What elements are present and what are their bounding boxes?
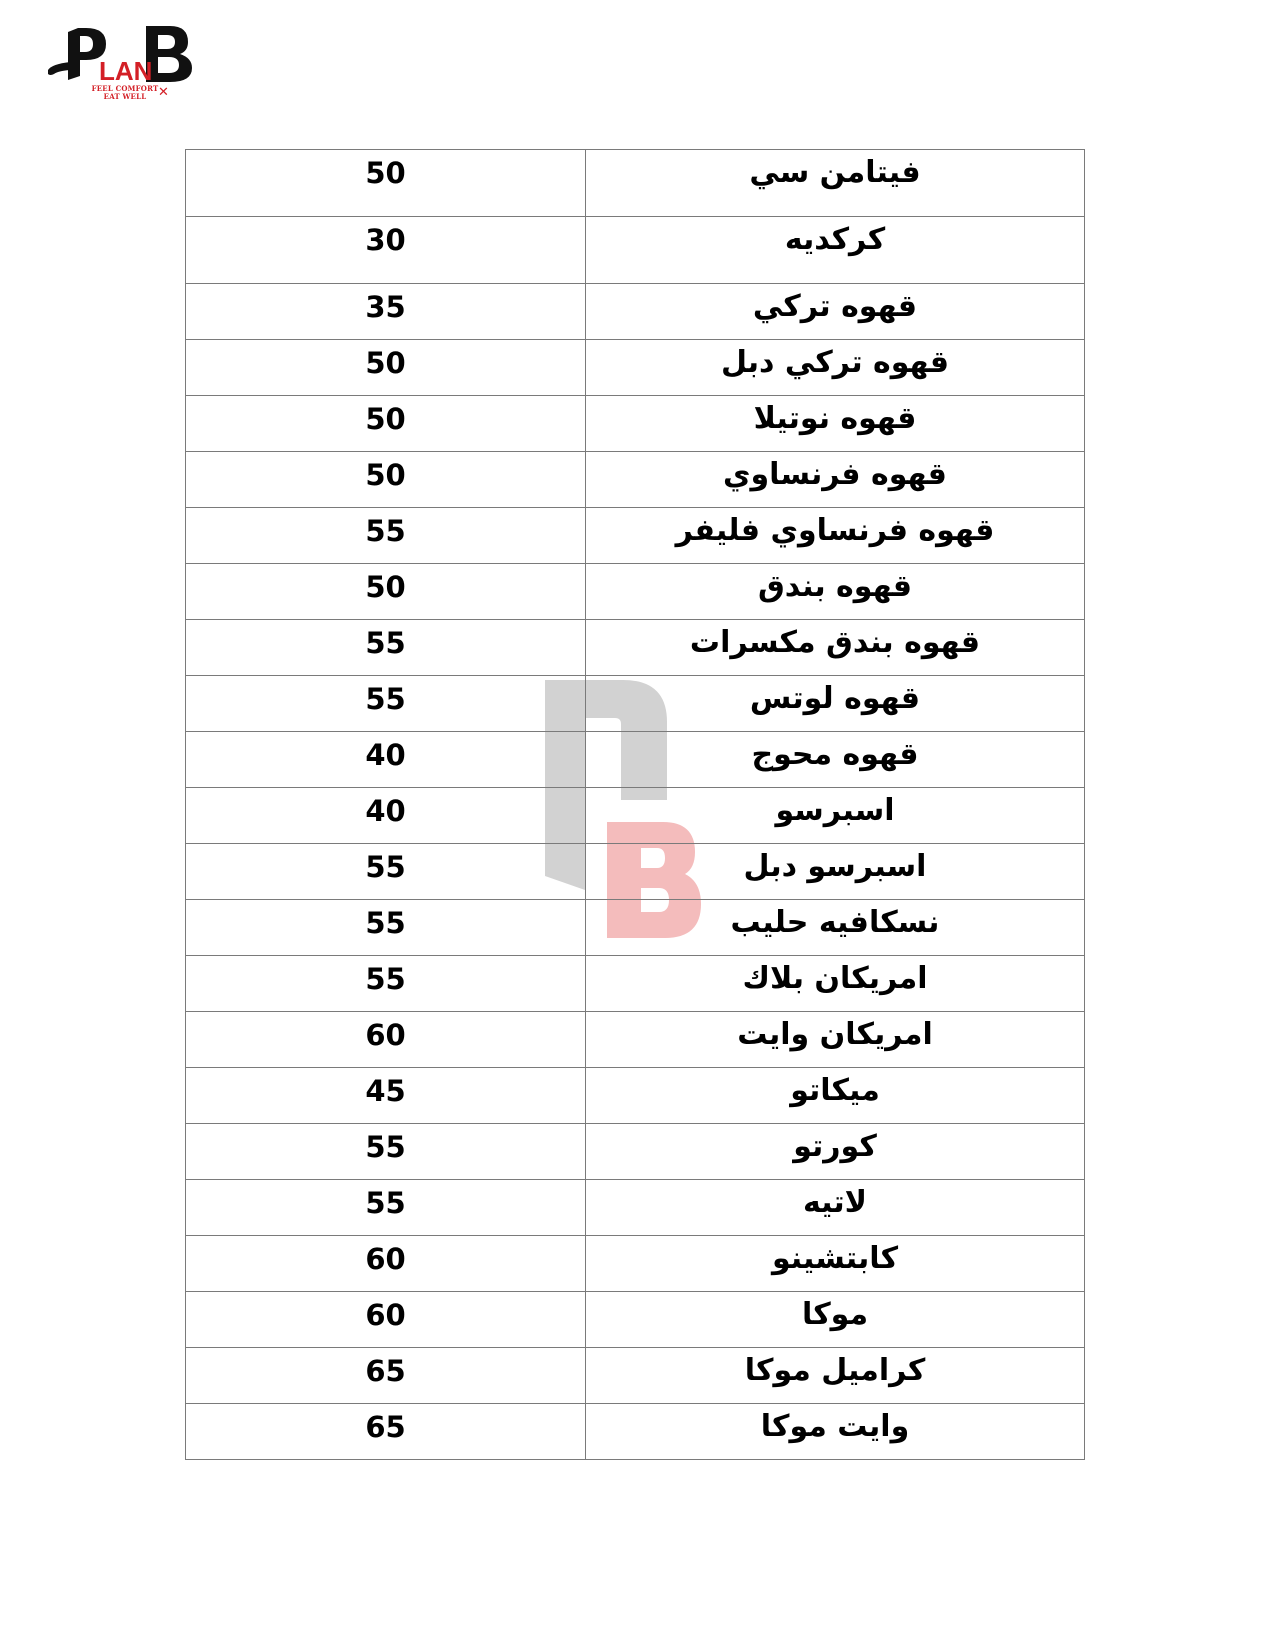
- price-cell: [186, 452, 586, 508]
- item-price: 55: [365, 1130, 406, 1164]
- price-cell: [186, 396, 586, 452]
- table-row: [186, 508, 1085, 564]
- price-cell: [186, 1292, 586, 1348]
- item-price: 30: [365, 223, 406, 257]
- price-cell: [186, 676, 586, 732]
- table-row: [186, 564, 1085, 620]
- price-cell: [186, 1124, 586, 1180]
- item-name: وايت موكا: [760, 1409, 910, 1444]
- price-cell: [186, 1068, 586, 1124]
- table-row: [186, 620, 1085, 676]
- table-row: [186, 844, 1085, 900]
- name-cell: [586, 217, 1085, 284]
- item-price: 60: [365, 1242, 406, 1276]
- item-name: قهوه محوج: [751, 737, 919, 772]
- item-name: موكا: [801, 1297, 869, 1332]
- item-name: اسبرسو دبل: [743, 849, 927, 884]
- item-name: كراميل موكا: [744, 1353, 926, 1388]
- price-cell: [186, 620, 586, 676]
- item-price: 55: [365, 682, 406, 716]
- price-cell: [186, 340, 586, 396]
- price-cell: [186, 217, 586, 284]
- item-price: 45: [365, 1074, 406, 1108]
- price-cell: [186, 508, 586, 564]
- table-row: [186, 732, 1085, 788]
- name-cell: [586, 1404, 1085, 1460]
- item-price: 50: [365, 458, 406, 492]
- logo-lan-text: LAN: [99, 56, 153, 86]
- item-price: 55: [365, 850, 406, 884]
- name-cell: [586, 1180, 1085, 1236]
- table-row: [186, 1236, 1085, 1292]
- item-name: كابتشينو: [771, 1241, 899, 1276]
- price-cell: [186, 956, 586, 1012]
- price-cell: [186, 150, 586, 217]
- table-row: [186, 1012, 1085, 1068]
- item-name: كركديه: [784, 222, 886, 257]
- item-name: نسكافيه حليب: [730, 905, 940, 940]
- item-name: قهوه لوتس: [749, 681, 921, 716]
- item-name: قهوه تركي: [752, 289, 918, 324]
- price-cell: [186, 900, 586, 956]
- logo-tagline-line1: FEEL COMFORT: [91, 84, 159, 93]
- item-name: اسبرسو: [775, 793, 895, 828]
- price-cell: [186, 1348, 586, 1404]
- name-cell: [586, 1236, 1085, 1292]
- price-table-body: [186, 150, 1085, 1460]
- item-price: 55: [365, 514, 406, 548]
- table-row: [186, 452, 1085, 508]
- name-cell: [586, 1068, 1085, 1124]
- price-table: [185, 149, 1085, 1460]
- item-price: 65: [365, 1354, 406, 1388]
- name-cell: [586, 340, 1085, 396]
- item-name: كورتو: [793, 1129, 877, 1164]
- item-price: 50: [365, 570, 406, 604]
- logo-cross-icon: ✕: [158, 85, 169, 100]
- table-row: [186, 1068, 1085, 1124]
- table-row: [186, 956, 1085, 1012]
- table-row: [186, 788, 1085, 844]
- price-cell: [186, 1012, 586, 1068]
- table-row: [186, 1124, 1085, 1180]
- item-price: 60: [365, 1298, 406, 1332]
- name-cell: [586, 1124, 1085, 1180]
- item-price: 55: [365, 1186, 406, 1220]
- logo-tagline: [80, 85, 170, 101]
- name-cell: [586, 788, 1085, 844]
- item-name: قهوه فرنساوي: [723, 457, 947, 492]
- name-cell: [586, 564, 1085, 620]
- price-cell: [186, 1236, 586, 1292]
- name-cell: [586, 844, 1085, 900]
- item-name: قهوه فرنساوي فليفر: [675, 513, 995, 548]
- item-price: 50: [365, 156, 406, 190]
- item-name: امريكان وايت: [737, 1017, 933, 1052]
- name-cell: [586, 1012, 1085, 1068]
- name-cell: [586, 150, 1085, 217]
- item-name: قهوه نوتيلا: [753, 401, 917, 436]
- name-cell: [586, 1292, 1085, 1348]
- name-cell: [586, 508, 1085, 564]
- table-row: [186, 284, 1085, 340]
- table-row: [186, 340, 1085, 396]
- logo-tagline-line2: EAT WELL: [103, 92, 147, 101]
- price-cell: [186, 564, 586, 620]
- table-row: [186, 900, 1085, 956]
- item-price: 50: [365, 402, 406, 436]
- item-name: امريكان بلاك: [742, 961, 928, 996]
- table-row: [186, 1404, 1085, 1460]
- item-price: 60: [365, 1018, 406, 1052]
- name-cell: [586, 732, 1085, 788]
- table-row: [186, 1292, 1085, 1348]
- table-row: [186, 150, 1085, 217]
- item-price: 55: [365, 962, 406, 996]
- name-cell: [586, 284, 1085, 340]
- item-price: 55: [365, 906, 406, 940]
- item-name: قهوه تركي دبل: [720, 345, 950, 380]
- name-cell: [586, 956, 1085, 1012]
- table-row: [186, 676, 1085, 732]
- item-price: 35: [365, 290, 406, 324]
- price-cell: [186, 844, 586, 900]
- item-price: 40: [365, 794, 406, 828]
- item-price: 65: [365, 1410, 406, 1444]
- item-price: 50: [365, 346, 406, 380]
- item-name: قهوه بندق: [757, 569, 913, 604]
- name-cell: [586, 676, 1085, 732]
- price-cell: [186, 788, 586, 844]
- item-name: لاتيه: [802, 1185, 868, 1220]
- name-cell: [586, 396, 1085, 452]
- price-cell: [186, 1404, 586, 1460]
- item-name: فيتامن سي: [749, 155, 921, 190]
- item-name: ميكاتو: [790, 1073, 880, 1108]
- price-cell: [186, 732, 586, 788]
- name-cell: [586, 900, 1085, 956]
- price-cell: [186, 284, 586, 340]
- plan-b-logo: [46, 22, 206, 112]
- item-name: قهوه بندق مكسرات: [689, 625, 981, 660]
- item-price: 40: [365, 738, 406, 772]
- name-cell: [586, 620, 1085, 676]
- table-row: [186, 217, 1085, 284]
- table-row: [186, 1348, 1085, 1404]
- name-cell: [586, 452, 1085, 508]
- name-cell: [586, 1348, 1085, 1404]
- table-row: [186, 396, 1085, 452]
- price-cell: [186, 1180, 586, 1236]
- item-price: 55: [365, 626, 406, 660]
- table-row: [186, 1180, 1085, 1236]
